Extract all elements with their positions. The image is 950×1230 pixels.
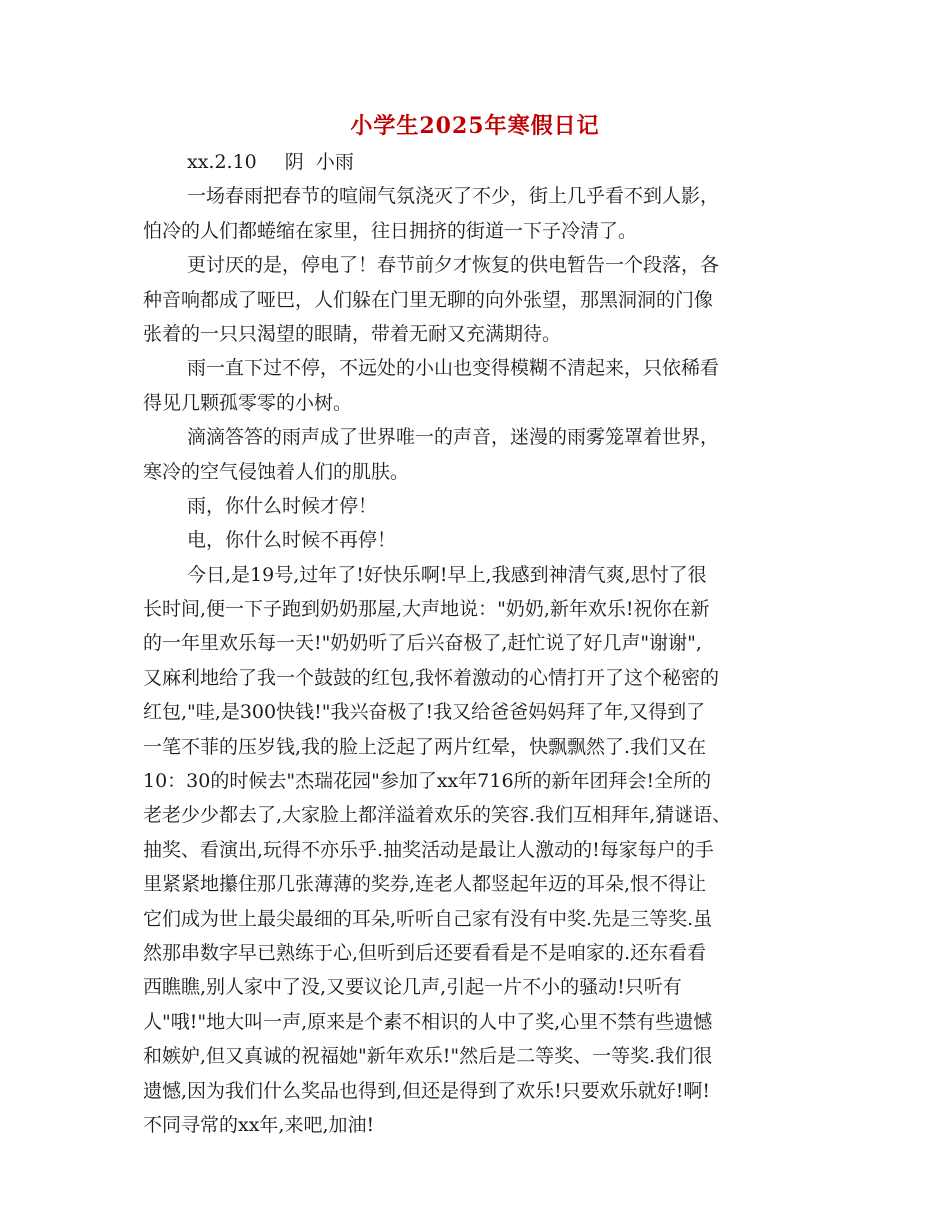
paragraph-line: 种音响都成了哑巴，人们躲在门里无聊的向外张望，那黑洞洞的门像	[143, 288, 714, 311]
paragraph-line: 更讨厌的是，停电了！春节前夕才恢复的供电暂告一个段落，各	[187, 254, 720, 277]
diary-date: xx.2.10	[187, 151, 257, 173]
paragraph-line: 和嫉妒,但又真诚的祝福她"新年欢乐!"然后是二等奖、一等奖.我们很	[143, 1045, 713, 1068]
document-body	[143, 145, 813, 1142]
paragraph-line: 一笔不菲的压岁钱,我的脸上泛起了两片红晕，快飘飘然了.我们又在	[143, 735, 707, 758]
paragraph-line: 一场春雨把春节的喧闹气氛浇灭了不少，街上几乎看不到人影，	[187, 185, 720, 208]
paragraph-line: 又麻利地给了我一个鼓鼓的红包,我怀着激动的心情打开了这个秘密的	[143, 666, 720, 689]
paragraph-line: 寒冷的空气侵蚀着人们的肌肤。	[143, 460, 410, 483]
diary-weather: 阴 小雨	[284, 151, 354, 173]
document-title: 小学生2025年寒假日记	[350, 113, 600, 139]
paragraph-line: 得见几颗孤零零的小树。	[143, 391, 353, 414]
paragraph-line: 张着的一只只渴望的眼睛，带着无耐又充满期待。	[143, 322, 562, 345]
paragraph-line: 它们成为世上最尖最细的耳朵,听听自己家有没有中奖.先是三等奖.虽	[143, 907, 713, 930]
paragraph-line: 遗憾,因为我们什么奖品也得到,但还是得到了欢乐!只要欢乐就好!啊!	[143, 1079, 710, 1102]
paragraph-line: 电，你什么时候不再停！	[187, 529, 397, 552]
paragraph-line: 红包,"哇,是300快钱!"我兴奋极了!我又给爸爸妈妈拜了年,又得到了	[143, 701, 706, 724]
paragraph-line: 长时间,便一下子跑到奶奶那屋,大声地说："奶奶,新年欢乐!祝你在新	[143, 598, 710, 621]
paragraph-line: 不同寻常的xx年,来吧,加油!	[143, 1113, 375, 1136]
paragraph-line: 雨一直下过不停，不远处的小山也变得模糊不清起来，只依稀看	[187, 357, 720, 380]
paragraph-line: 10：30的时候去"杰瑞花园"参加了xx年716所的新年团拜会!全所的	[143, 770, 712, 793]
paragraph-line: 老老少少都去了,大家脸上都洋溢着欢乐的笑容.我们互相拜年,猜谜语、	[143, 804, 732, 827]
paragraph-line: 里紧紧地攥住那几张薄薄的奖券,连老人都竖起年迈的耳朵,恨不得让	[143, 873, 707, 896]
paragraph-line: 抽奖、看演出,玩得不亦乐乎.抽奖活动是最让人激动的!每家每户的手	[143, 838, 714, 861]
paragraph-line: 西瞧瞧,别人家中了没,又要议论几声,引起一片不小的骚动!只听有	[143, 976, 682, 999]
paragraph-line: 人"哦!"地大叫一声,原来是个素不相识的人中了奖,心里不禁有些遗憾	[143, 1010, 713, 1033]
diary-date-line	[143, 145, 813, 179]
paragraph-line: 雨，你什么时候才停！	[187, 494, 378, 517]
paragraph-line: 然那串数字早已熟练于心,但听到后还要看看是不是咱家的.还东看看	[143, 941, 707, 964]
paragraph-line: 的一年里欢乐每一天!"奶奶听了后兴奋极了,赶忙说了好几声"谢谢",	[143, 632, 702, 655]
paragraph-line: 怕冷的人们都蜷缩在家里，往日拥挤的街道一下子冷清了。	[143, 219, 638, 242]
paragraph-line: 今日,是19号,过年了!好快乐啊!早上,我感到神清气爽,思忖了很	[187, 563, 707, 586]
paragraph-line: 滴滴答答的雨声成了世界唯一的声音，迷漫的雨雾笼罩着世界，	[187, 426, 720, 449]
